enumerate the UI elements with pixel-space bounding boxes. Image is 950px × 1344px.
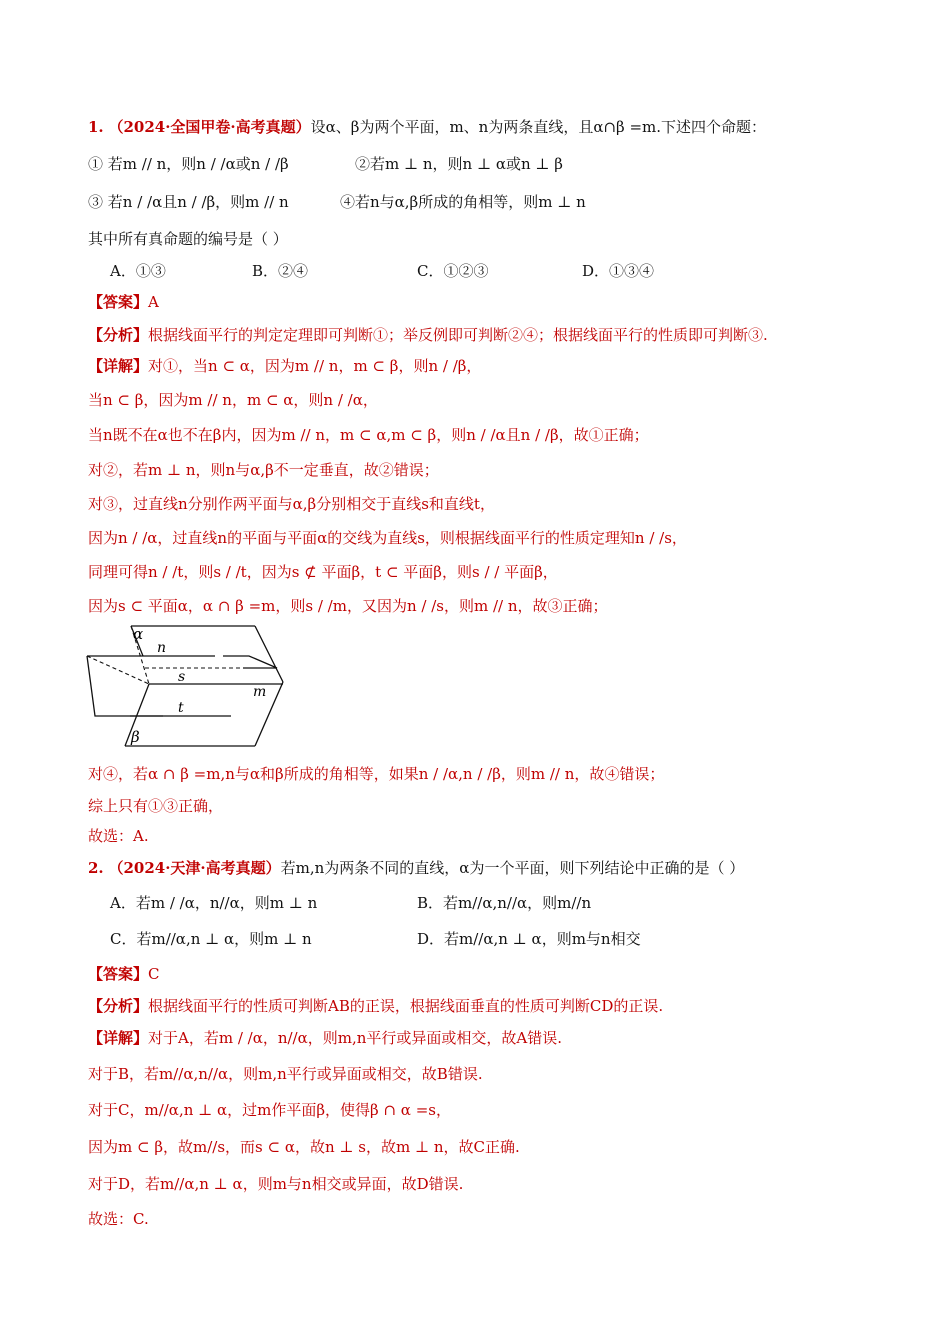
q1-detail-line: 对②，若m ⊥ n，则n与α,β不一定垂直，故②错误； <box>88 461 439 479</box>
q1-option-a: A．①③ <box>110 262 166 280</box>
q1-conclusion: 故选：A. <box>88 827 149 845</box>
q2-detail-line: 对于B，若m//α,n//α，则m,n平行或异面或相交，故B错误. <box>88 1065 483 1083</box>
q1-stem: 设α、β为两个平面，m、n为两条直线，且α∩β =m.下述四个命题： <box>310 118 767 136</box>
q2-header <box>88 858 744 878</box>
q2-answer <box>88 964 160 984</box>
q1-option-c: C．①②③ <box>417 262 489 280</box>
figure-label-n: n <box>157 640 167 656</box>
q1-detail-line: 对④，若α ∩ β =m,n与α和β所成的角相等，如果n / /α,n / /β，则m // n，故④错误； <box>88 765 665 783</box>
q2-stem: 若m,n为两条不同的直线，α为一个平面，则下列结论中正确的是（ ） <box>280 859 745 877</box>
q1-detail-line: 当n既不在α也不在β内，因为m // n，m ⊂ α,m ⊂ β，则n / /α且n / /β，故①正确； <box>88 426 649 444</box>
q1-answer-tag: 【答案】 <box>88 293 149 311</box>
q2-source: （2024·天津·高考真题） <box>108 859 281 877</box>
q2-option-c: C．若m//α,n ⊥ α，则m ⊥ n <box>110 930 312 948</box>
q1-answer <box>88 292 159 312</box>
q1-option-d: D．①③④ <box>582 262 655 280</box>
q1-detail-line: 同理可得n / /t，则s / /t，因为s ⊄ 平面β，t ⊂ 平面β，则s / / 平面β， <box>88 563 558 581</box>
q2-detail-line <box>88 1028 562 1048</box>
q1-detail-line: 对③，过直线n分别作两平面与α,β分别相交于直线s和直线t， <box>88 495 495 513</box>
q1-detail-line: 因为n / /α，过直线n的平面与平面α的交线为直线s，则根据线面平行的性质定理知n / /s， <box>88 529 687 547</box>
figure-label-beta: β <box>131 728 140 746</box>
q2-answer-tag: 【答案】 <box>88 965 149 983</box>
q1-prop1: ① 若m // n，则n / /α或n / /β <box>88 155 289 173</box>
q1-option-b: B．②④ <box>252 262 309 280</box>
q1-detail-line: 因为s ⊂ 平面α，α ∩ β =m，则s / /m，又因为n / /s，则m // n，故③正确； <box>88 597 608 615</box>
q2-answer-value: C <box>148 965 160 983</box>
q1-detail-text: 对①，当n ⊂ α，因为m // n，m ⊂ β，则n / /β， <box>148 357 482 375</box>
q1-detail-line: 当n ⊂ β，因为m // n，m ⊂ α，则n / /α， <box>88 391 378 409</box>
q2-analysis-text: 根据线面平行的性质可判断AB的正误，根据线面垂直的性质可判断CD的正误. <box>148 997 664 1015</box>
q1-source: （2024·全国甲卷·高考真题） <box>108 118 311 136</box>
q2-detail-line: 因为m ⊂ β，故m//s，而s ⊂ α，故n ⊥ s，故m ⊥ n，故C正确. <box>88 1138 520 1156</box>
q2-analysis <box>88 996 663 1016</box>
q1-detail-line: 综上只有①③正确， <box>88 797 224 815</box>
q1-analysis <box>88 325 768 345</box>
q1-ask: 其中所有真命题的编号是（ ） <box>88 230 288 248</box>
q1-detail-line <box>88 356 481 376</box>
q2-number: 2. <box>88 859 104 877</box>
q1-answer-value: A <box>148 293 159 311</box>
planes-figure <box>85 624 290 750</box>
q2-option-d: D．若m//α,n ⊥ α，则m与n相交 <box>417 930 641 948</box>
q2-conclusion: 故选：C. <box>88 1210 149 1228</box>
q2-detail-tag: 【详解】 <box>88 1029 149 1047</box>
q1-prop3: ③ 若n / /α且n / /β，则m // n <box>88 193 289 211</box>
q1-header <box>88 117 766 137</box>
q2-detail-text: 对于A，若m / /α，n//α，则m,n平行或异面或相交，故A错误. <box>148 1029 562 1047</box>
q1-analysis-tag: 【分析】 <box>88 326 149 344</box>
q2-detail-line: 对于C，m//α,n ⊥ α，过m作平面β，使得β ∩ α =s， <box>88 1101 451 1119</box>
figure-label-t: t <box>178 700 184 716</box>
figure-label-alpha: α <box>133 625 144 643</box>
q2-detail-line: 对于D，若m//α,n ⊥ α，则m与n相交或异面，故D错误. <box>88 1175 464 1193</box>
q1-number: 1. <box>88 118 104 136</box>
q2-option-a: A．若m / /α，n//α，则m ⊥ n <box>110 894 318 912</box>
q1-analysis-text: 根据线面平行的判定定理即可判断①；举反例即可判断②④；根据线面平行的性质即可判断③. <box>148 326 768 344</box>
q1-prop2: ②若m ⊥ n，则n ⊥ α或n ⊥ β <box>355 155 563 173</box>
figure-label-m: m <box>253 684 267 700</box>
q2-analysis-tag: 【分析】 <box>88 997 149 1015</box>
q1-prop4: ④若n与α,β所成的角相等，则m ⊥ n <box>340 193 586 211</box>
figure-label-s: s <box>178 669 186 685</box>
q1-detail-tag: 【详解】 <box>88 357 149 375</box>
q2-option-b: B．若m//α,n//α，则m//n <box>417 894 592 912</box>
